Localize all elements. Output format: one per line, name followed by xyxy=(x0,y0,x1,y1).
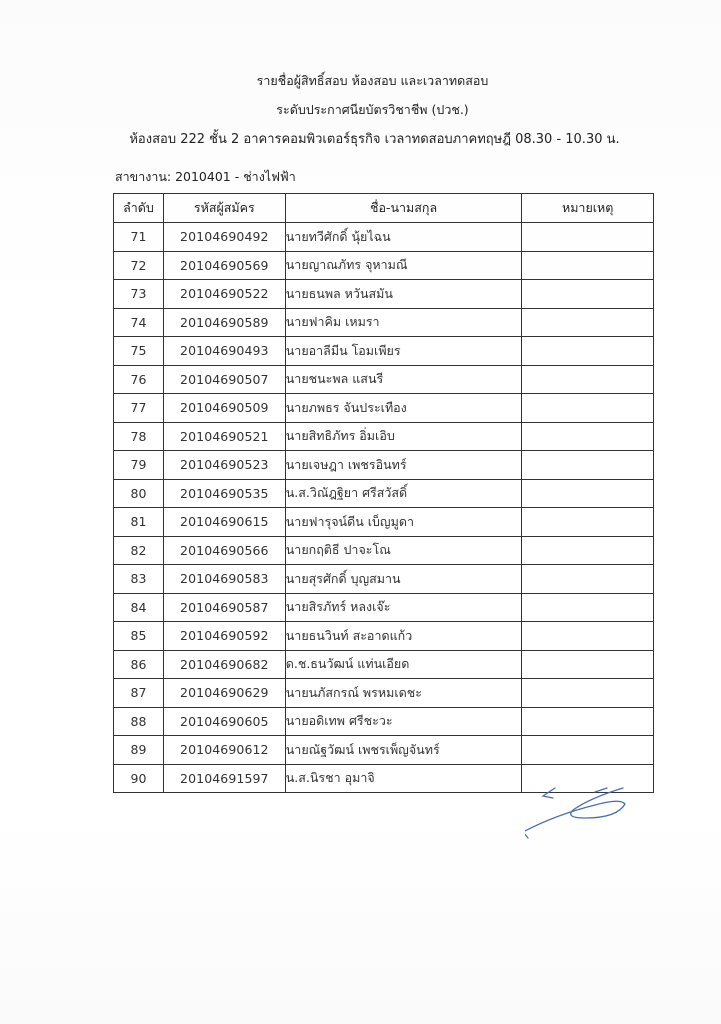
cell-seq: 78 xyxy=(114,422,164,451)
cell-full-name: นายกฤติธี ปาจะโณ xyxy=(285,536,522,565)
cell-applicant-id: 20104690522 xyxy=(163,280,285,309)
cell-remarks xyxy=(522,223,654,252)
cell-full-name: นายทวีศักดิ์ นุ้ยไฉน xyxy=(285,223,522,252)
cell-seq: 76 xyxy=(114,365,164,394)
table-row xyxy=(114,394,654,423)
table-row xyxy=(114,337,654,366)
table-row xyxy=(114,308,654,337)
cell-applicant-id: 20104690492 xyxy=(163,223,285,252)
cell-full-name: นายสุรศักดิ์ บุญสมาน xyxy=(285,565,522,594)
candidate-table xyxy=(113,193,654,793)
cell-seq: 83 xyxy=(114,565,164,594)
signature-mark xyxy=(525,780,645,840)
cell-seq: 75 xyxy=(114,337,164,366)
cell-seq: 73 xyxy=(114,280,164,309)
cell-full-name: นายสิรภัทร์ หลงเจ๊ะ xyxy=(285,593,522,622)
cell-applicant-id: 20104690507 xyxy=(163,365,285,394)
cell-seq: 86 xyxy=(114,650,164,679)
cell-full-name: นายฟาคิม เหมรา xyxy=(285,308,522,337)
table-row xyxy=(114,565,654,594)
document-title: รายชื่อผู้สิทธิ์สอบ ห้องสอบ และเวลาทดสอบ xyxy=(256,73,489,88)
cell-applicant-id: 20104690612 xyxy=(163,736,285,765)
cell-applicant-id: 20104690589 xyxy=(163,308,285,337)
cell-seq: 74 xyxy=(114,308,164,337)
department-label: สาขางาน: 2010401 - ช่างไฟฟ้า xyxy=(115,169,296,184)
table-row xyxy=(114,451,654,480)
table-row xyxy=(114,593,654,622)
cell-remarks xyxy=(522,451,654,480)
table-row xyxy=(114,536,654,565)
table-row xyxy=(114,223,654,252)
cell-full-name: น.ส.วิณัฎฐิยา ศรีสวัสดิ์ xyxy=(285,479,522,508)
table-row xyxy=(114,251,654,280)
cell-applicant-id: 20104690566 xyxy=(163,536,285,565)
cell-full-name: นายภพธร จันประเทือง xyxy=(285,394,522,423)
cell-full-name: นายฟารุจน์ดีน เบ็ญมูดา xyxy=(285,508,522,537)
table-header-row xyxy=(114,194,654,223)
cell-seq: 81 xyxy=(114,508,164,537)
cell-full-name: นายชนะพล แสนรี xyxy=(285,365,522,394)
cell-seq: 72 xyxy=(114,251,164,280)
cell-applicant-id: 20104690682 xyxy=(163,650,285,679)
cell-full-name: ด.ช.ธนวัฒน์ แท่นเอียด xyxy=(285,650,522,679)
table-row xyxy=(114,736,654,765)
cell-seq: 71 xyxy=(114,223,164,252)
cell-applicant-id: 20104690521 xyxy=(163,422,285,451)
table-row xyxy=(114,422,654,451)
table-row xyxy=(114,479,654,508)
cell-remarks xyxy=(522,536,654,565)
cell-remarks xyxy=(522,622,654,651)
cell-full-name: น.ส.นิรชา อุมาจิ xyxy=(285,764,522,793)
cell-remarks xyxy=(522,593,654,622)
cell-applicant-id: 20104690583 xyxy=(163,565,285,594)
cell-remarks xyxy=(522,650,654,679)
cell-full-name: นายอดิเทพ ศรีชะวะ xyxy=(285,707,522,736)
column-header-seq: ลำดับ xyxy=(114,194,164,223)
cell-applicant-id: 20104690629 xyxy=(163,679,285,708)
cell-remarks xyxy=(522,280,654,309)
cell-full-name: นายธนวินท์ สะอาดแก้ว xyxy=(285,622,522,651)
cell-applicant-id: 20104691597 xyxy=(163,764,285,793)
cell-remarks xyxy=(522,479,654,508)
cell-applicant-id: 20104690535 xyxy=(163,479,285,508)
document-subtitle: ระดับประกาศนียบัตรวิชาชีพ (ปวช.) xyxy=(276,102,469,117)
table-row xyxy=(114,622,654,651)
cell-remarks xyxy=(522,565,654,594)
cell-remarks xyxy=(522,707,654,736)
cell-remarks xyxy=(522,394,654,423)
cell-remarks xyxy=(522,308,654,337)
cell-remarks xyxy=(522,251,654,280)
cell-seq: 80 xyxy=(114,479,164,508)
table-row xyxy=(114,508,654,537)
cell-full-name: นายสิทธิภัทร อิ่มเอิบ xyxy=(285,422,522,451)
column-header-applicant-id: รหัสผู้สมัคร xyxy=(163,194,285,223)
cell-remarks xyxy=(522,337,654,366)
cell-seq: 84 xyxy=(114,593,164,622)
cell-full-name: นายอาลีมีน โอมเพียร xyxy=(285,337,522,366)
cell-remarks xyxy=(522,679,654,708)
cell-remarks xyxy=(522,508,654,537)
cell-seq: 87 xyxy=(114,679,164,708)
table-row xyxy=(114,365,654,394)
table-row xyxy=(114,707,654,736)
cell-applicant-id: 20104690615 xyxy=(163,508,285,537)
cell-applicant-id: 20104690523 xyxy=(163,451,285,480)
cell-applicant-id: 20104690509 xyxy=(163,394,285,423)
cell-applicant-id: 20104690587 xyxy=(163,593,285,622)
table-row xyxy=(114,650,654,679)
exam-room-time-line: ห้องสอบ 222 ชั้น 2 อาคารคอมพิวเตอร์ธุรกิจ เวลาทดสอบภาคทฤษฎี 08.30 - 10.30 น. xyxy=(129,132,620,147)
cell-applicant-id: 20104690605 xyxy=(163,707,285,736)
cell-full-name: นายเจษฎา เพชรอินทร์ xyxy=(285,451,522,480)
table-body xyxy=(114,223,654,793)
cell-applicant-id: 20104690569 xyxy=(163,251,285,280)
cell-seq: 85 xyxy=(114,622,164,651)
cell-seq: 90 xyxy=(114,764,164,793)
cell-seq: 89 xyxy=(114,736,164,765)
cell-full-name: นายนภัสกรณ์ พรหมเดชะ xyxy=(285,679,522,708)
cell-applicant-id: 20104690592 xyxy=(163,622,285,651)
cell-full-name: นายธนพล หวันสมัน xyxy=(285,280,522,309)
cell-applicant-id: 20104690493 xyxy=(163,337,285,366)
cell-full-name: นายณัฐวัฒน์ เพชรเพ็ญจันทร์ xyxy=(285,736,522,765)
cell-seq: 82 xyxy=(114,536,164,565)
cell-remarks xyxy=(522,736,654,765)
cell-remarks xyxy=(522,365,654,394)
table-row xyxy=(114,280,654,309)
cell-remarks xyxy=(522,422,654,451)
column-header-full-name: ชื่อ-นามสกุล xyxy=(285,194,522,223)
cell-seq: 77 xyxy=(114,394,164,423)
table-row xyxy=(114,679,654,708)
cell-seq: 79 xyxy=(114,451,164,480)
cell-full-name: นายญาณภัทร จุหามณี xyxy=(285,251,522,280)
cell-seq: 88 xyxy=(114,707,164,736)
column-header-remarks: หมายเหตุ xyxy=(522,194,654,223)
